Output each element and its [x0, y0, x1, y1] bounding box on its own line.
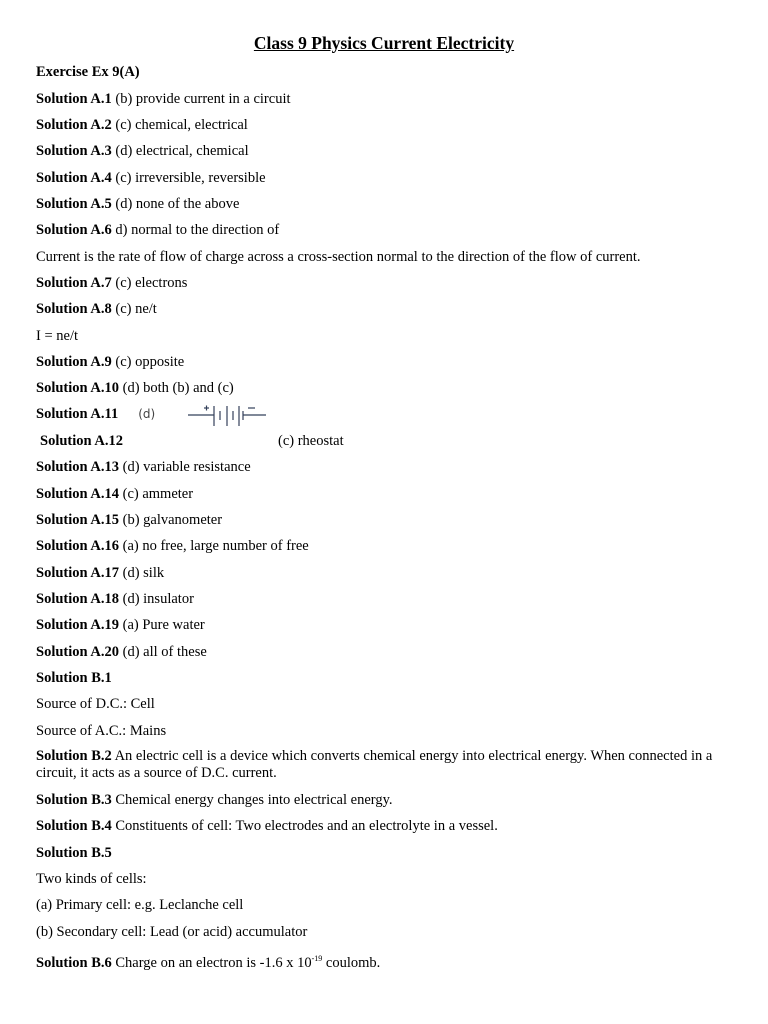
solution-answer: (c) irreversible, reversible [111, 170, 266, 186]
exercise-heading: Exercise Ex 9(A) [36, 64, 140, 80]
solution-a3 [36, 143, 726, 160]
solution-label: Solution A.19 [36, 617, 119, 633]
solution-a8-note: I = ne/t [36, 328, 78, 344]
solution-a12 [40, 433, 730, 450]
solution-label: Solution A.17 [36, 565, 119, 581]
solution-answer: (d) electrical, chemical [111, 143, 249, 159]
solution-b5: Solution B.5 [36, 845, 112, 861]
solution-answer: (c) ne/t [111, 301, 157, 317]
solution-label: Solution B.3 [36, 792, 112, 808]
solution-label: Solution A.10 [36, 380, 119, 396]
solution-answer: (a) Pure water [119, 617, 205, 633]
solution-label: Solution A.5 [36, 196, 112, 212]
solution-b3 [36, 792, 726, 809]
solution-label: Solution A.4 [36, 170, 112, 186]
solution-a4 [36, 170, 726, 187]
solution-label: Solution A.15 [36, 512, 119, 528]
solution-a6-note: Current is the rate of flow of charge across a cross-section normal to the direction of the flow of current. [36, 249, 641, 265]
solution-label: Solution A.8 [36, 301, 112, 317]
solution-answer: (d) silk [119, 565, 165, 581]
solution-a5 [36, 196, 726, 213]
solution-label: Solution A.13 [36, 459, 119, 475]
solution-label: Solution A.14 [36, 486, 119, 502]
solution-a6 [36, 222, 726, 239]
solution-label: Solution A.20 [36, 644, 119, 660]
solution-b1-dc: Source of D.C.: Cell [36, 696, 155, 712]
solution-answer: (c) opposite [111, 354, 185, 370]
solution-answer: An electric cell is a device which converts chemical energy into electrical energy. When connected in a circuit, it acts as a source of D.C. current. [36, 748, 713, 781]
solution-label: Solution A.6 [36, 222, 112, 238]
solution-answer: (d) none of the above [111, 196, 240, 212]
handwritten-answer: (d) [138, 407, 156, 421]
solution-answer: (a) no free, large number of free [119, 538, 309, 554]
solution-answer: (d) insulator [119, 591, 194, 607]
solution-a17 [36, 565, 726, 582]
solution-a9 [36, 354, 726, 371]
solution-answer: (d) both (b) and (c) [119, 380, 234, 396]
solution-answer: (b) galvanometer [119, 512, 223, 528]
solution-b5-secondary: (b) Secondary cell: Lead (or acid) accumulator [36, 924, 308, 940]
solution-a14 [36, 486, 726, 503]
solution-answer: Charge on an electron is -1.6 x 10 [111, 955, 312, 971]
exponent: -19 [311, 954, 323, 963]
solution-a11 [36, 406, 726, 423]
solution-a19 [36, 617, 726, 634]
solution-a7 [36, 275, 726, 292]
solution-label: Solution A.9 [36, 354, 112, 370]
solution-a15 [36, 512, 726, 529]
solution-a18 [36, 591, 726, 608]
solution-a16 [36, 538, 726, 555]
solution-label: Solution A.3 [36, 143, 112, 159]
solution-label: Solution B.2 [36, 748, 112, 764]
solution-answer: (b) provide current in a circuit [111, 91, 291, 107]
solution-a20 [36, 644, 726, 661]
solution-label: Solution A.7 [36, 275, 112, 291]
solution-answer: (c) chemical, electrical [111, 117, 248, 133]
solution-b6 [36, 950, 726, 972]
solution-label: Solution A.18 [36, 591, 119, 607]
battery-symbol-icon [186, 402, 268, 430]
solution-b5-intro: Two kinds of cells: [36, 871, 147, 887]
solution-label: Solution B.4 [36, 818, 112, 834]
solution-a10 [36, 380, 726, 397]
solution-answer-end: coulomb. [322, 955, 381, 971]
solution-b1: Solution B.1 [36, 670, 112, 686]
solution-label: Solution A.16 [36, 538, 119, 554]
solution-answer: (d) all of these [119, 644, 207, 660]
solution-answer: (c) ammeter [119, 486, 194, 502]
page-title: Class 9 Physics Current Electricity [253, 33, 515, 53]
solution-label: Solution A.11 [36, 406, 119, 422]
solution-a13 [36, 459, 726, 476]
solution-a2 [36, 117, 726, 134]
solution-label: Solution A.1 [36, 91, 112, 107]
solution-label: Solution A.12 [40, 433, 123, 449]
solution-answer: (c) rheostat [278, 433, 344, 449]
solution-answer: d) normal to the direction of [111, 222, 280, 238]
solution-answer: Constituents of cell: Two electrodes and an electrolyte in a vessel. [111, 818, 498, 834]
solution-b4 [36, 818, 726, 835]
solution-b2 [36, 748, 726, 782]
solution-a8 [36, 301, 726, 318]
solution-b1-ac: Source of A.C.: Mains [36, 723, 167, 739]
solution-answer: (d) variable resistance [119, 459, 251, 475]
solution-label: Solution B.6 [36, 955, 112, 971]
solution-label: Solution A.2 [36, 117, 112, 133]
solution-answer: (c) electrons [111, 275, 188, 291]
solution-a1 [36, 91, 726, 108]
solution-b5-primary: (a) Primary cell: e.g. Leclanche cell [36, 897, 244, 913]
solution-answer: Chemical energy changes into electrical energy. [111, 792, 393, 808]
